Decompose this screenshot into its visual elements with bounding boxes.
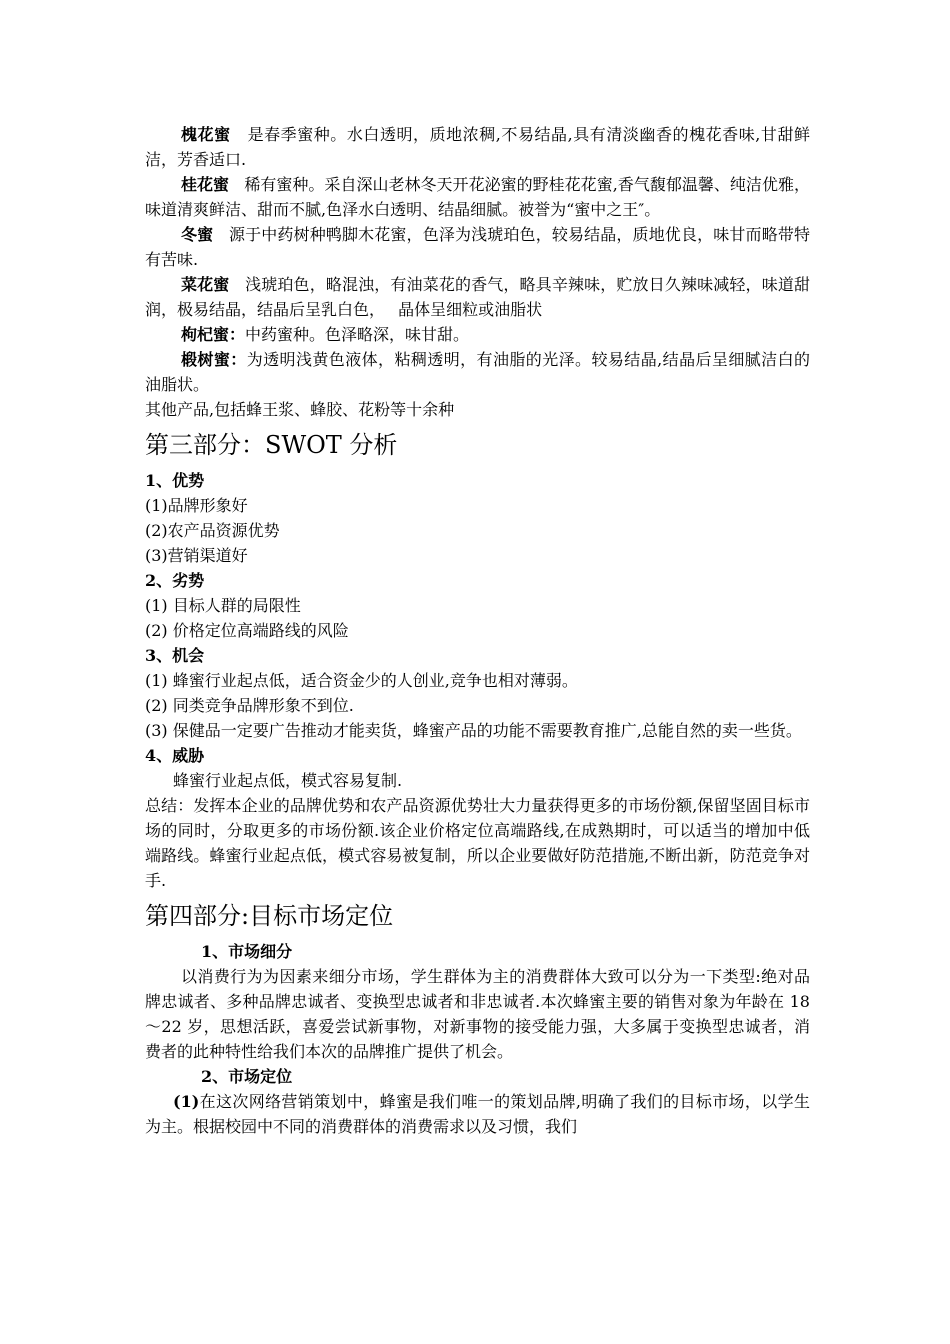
positioning-label: (1) [173, 1092, 200, 1111]
swot-opportunities-title: 3、机会 [145, 646, 205, 665]
swot-summary: 总结：发挥本企业的品牌优势和农产品资源优势壮大力量获得更多的市场份额,保留坚固目标市场的同时，分取更多的市场份额.该企业价格定位高端路线,在成熟期时，可以适当的增加中低端路线。蜂蜜行业起点低，模式容易被复制，所以企业要做好防范措施,不断出新，防范竞争对手. [145, 796, 810, 890]
honey-name: 枸杞蜜： [181, 325, 246, 344]
honey-paragraph [145, 272, 810, 322]
positioning-title: 2、市场定位 [201, 1067, 293, 1086]
honey-name: 冬蜜 [181, 225, 214, 244]
segmentation-title: 1、市场细分 [201, 942, 293, 961]
segmentation-text: 以消费行为为因素来细分市场，学生群体为主的消费群体大致可以分为一下类型:绝对品牌忠诚者、多种品牌忠诚者、变换型忠诚者和非忠诚者.本次蜂蜜主要的销售对象为年龄在 18～22 岁，思想活跃，喜爱尝试新事物，对新事物的接受能力强，大多属于变换型忠诚者，消费者的此种特性给我们本次的品牌推广提供了机会。 [145, 967, 810, 1061]
honey-description: 浅琥珀色，略混浊，有油菜花的香气，略具辛辣味，贮放日久辣味减轻，味道甜润，极易结晶，结晶后呈乳白色， 晶体呈细粒或油脂状 [145, 275, 810, 319]
honey-name: 菜花蜜 [181, 275, 230, 294]
honey-paragraph [145, 347, 810, 397]
swot-weaknesses-title: 2、劣势 [145, 571, 205, 590]
honey-paragraph [145, 222, 810, 272]
positioning-paragraph [145, 1089, 810, 1139]
swot-item: (2)农产品资源优势 [145, 521, 280, 540]
document-page [145, 122, 810, 1139]
honey-description: 稀有蜜种。采自深山老林冬天开花泌蜜的野桂花花蜜,香气馥郁温馨、纯洁优雅，味道清爽鲜洁、甜而不腻,色泽水白透明、结晶细腻。被誉为“蜜中之王″。 [145, 175, 810, 219]
honey-description: 源于中药树种鸭脚木花蜜，色泽为浅琥珀色，较易结晶，质地优良，味甘而略带特有苦味. [145, 225, 810, 269]
section-title-swot: 第三部分：SWOT 分析 [145, 431, 398, 459]
honey-paragraph [145, 122, 810, 172]
swot-item: (1) 目标人群的局限性 [145, 596, 301, 615]
honey-description: 是春季蜜种。水白透明，质地浓稠,不易结晶,具有清淡幽香的槐花香味,甘甜鲜洁，芳香适口. [145, 125, 810, 169]
swot-item: (1) 蜂蜜行业起点低，适合资金少的人创业,竞争也相对薄弱。 [145, 671, 578, 690]
honey-paragraph [145, 322, 810, 347]
honey-name: 椴树蜜： [181, 350, 247, 369]
swot-threats-title: 4、威胁 [145, 746, 205, 765]
honey-paragraph [145, 172, 810, 222]
swot-item: (3)营销渠道好 [145, 546, 248, 565]
positioning-text: 在这次网络营销策划中，蜂蜜是我们唯一的策划品牌,明确了我们的目标市场，以学生为主。根据校园中不同的消费群体的消费需求以及习惯，我们 [145, 1092, 810, 1136]
honey-name: 桂花蜜 [181, 175, 230, 194]
swot-item: (1)品牌形象好 [145, 496, 248, 515]
swot-item: (2) 同类竞争品牌形象不到位. [145, 696, 354, 715]
honey-description: 为透明浅黄色液体，粘稠透明，有油脂的光泽。较易结晶,结晶后呈细腻洁白的油脂状。 [145, 350, 810, 394]
swot-item: (2) 价格定位高端路线的风险 [145, 621, 349, 640]
swot-item: (3) 保健品一定要广告推动才能卖货，蜂蜜产品的功能不需要教育推广,总能自然的卖一些货。 [145, 721, 802, 740]
honey-name: 槐花蜜 [181, 125, 231, 144]
section-title-target-market: 第四部分:目标市场定位 [145, 902, 394, 930]
honey-description: 中药蜜种。色泽略深，味甘甜。 [245, 325, 470, 344]
other-products: 其他产品,包括蜂王浆、蜂胶、花粉等十余种 [145, 400, 455, 419]
swot-item: 蜂蜜行业起点低，模式容易复制. [173, 771, 403, 790]
swot-strengths-title: 1、优势 [145, 471, 205, 490]
